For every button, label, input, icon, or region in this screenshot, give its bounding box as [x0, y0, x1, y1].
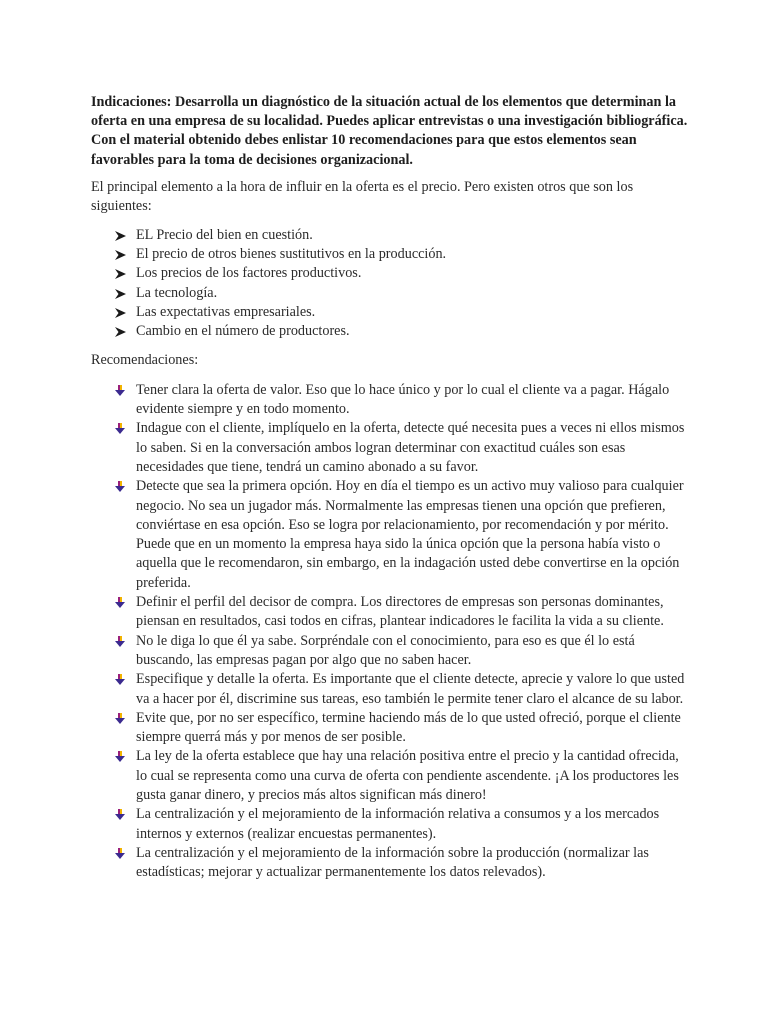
- factors-list: [91, 226, 691, 342]
- list-item: [115, 747, 691, 805]
- list-item: [115, 805, 691, 844]
- factor-text: Las expectativas empresariales.: [136, 303, 316, 320]
- list-item: [115, 226, 691, 245]
- list-item: [115, 284, 691, 303]
- arrow-right-icon: [115, 308, 126, 318]
- list-item: [115, 419, 691, 477]
- document-page: [91, 93, 691, 883]
- list-item: [115, 264, 691, 283]
- recommendation-text: La ley de la oferta establece que hay una relación positiva entre el precio y la cantidad ofrecida, lo cual se representa como una curva de oferta con pendiente ascendente. ¡A los productores les gusta ganar dinero, y precios más altos significan más dinero!: [136, 748, 679, 804]
- list-item: [115, 632, 691, 671]
- list-item: [115, 593, 691, 632]
- down-arrow-icon: [115, 481, 125, 492]
- recommendations-title: Recomendaciones:: [91, 352, 199, 369]
- factor-text: Cambio en el número de productores.: [136, 323, 350, 340]
- factor-text: La tecnología.: [136, 284, 218, 301]
- list-item: [115, 381, 691, 420]
- down-arrow-icon: [115, 713, 125, 724]
- recommendation-text: Tener clara la oferta de valor. Eso que lo hace único y por lo cual el cliente va a pagar. Hágalo evidente siempre y en todo momento.: [136, 381, 670, 418]
- recommendation-text: Especifique y detalle la oferta. Es importante que el cliente detecte, aprecie y valore lo que usted va a hacer por él, discrimine sus tareas, eso también le permite tener claro el alcance de su labor.: [136, 671, 685, 707]
- recommendation-text: La centralización y el mejoramiento de la información sobre la producción (normalizar las estadísticas; mejorar y actualizar permanentemente los datos relevados).: [136, 844, 649, 881]
- factor-text: El precio de otros bienes sustitutivos en la producción.: [136, 245, 447, 262]
- list-item: [115, 477, 691, 593]
- down-arrow-icon: [115, 674, 125, 685]
- list-item: [115, 245, 691, 264]
- down-arrow-icon: [115, 848, 125, 859]
- arrow-right-icon: [115, 327, 126, 337]
- list-item: [115, 709, 691, 748]
- recommendation-text: Indague con el cliente, implíquelo en la oferta, detecte qué necesita pues a veces ni ellos mismos lo saben. Si en la conversación ambos logran determinar con exactitud cuáles son esas necesidades que tiene, tendrá un camino abonado a su favor.: [136, 420, 685, 475]
- down-arrow-icon: [115, 636, 125, 647]
- recommendation-text: Detecte que sea la primera opción. Hoy en día el tiempo es un activo muy valioso para cualquier negocio. No sea un jugador más. Normalmente las empresas tienen una opción que prefieren, conviértase en esa opción. Eso se logra por relacionamiento, por recomendación y por mérito. Puede que en un momento la empresa haya sido la única opción que la persona había visto o aquella que le recomendaron, sin embargo, en la indagación usted debe convertirse en la opción preferida.: [136, 478, 684, 591]
- recommendation-text: La centralización y el mejoramiento de la información relativa a consumos y a los mercados internos y externos (realizar encuestas permanentes).: [136, 806, 660, 842]
- down-arrow-icon: [115, 385, 125, 396]
- down-arrow-icon: [115, 597, 125, 608]
- arrow-right-icon: [115, 231, 126, 241]
- list-item: [115, 844, 691, 883]
- factor-text: Los precios de los factores productivos.: [136, 265, 362, 282]
- recommendations-list: [91, 381, 691, 883]
- intro-paragraph: El principal elemento a la hora de influir en la oferta es el precio. Pero existen otros que son los siguientes:: [91, 178, 634, 215]
- factor-text: EL Precio del bien en cuestión.: [136, 226, 313, 243]
- down-arrow-icon: [115, 423, 125, 434]
- down-arrow-icon: [115, 809, 125, 820]
- arrow-right-icon: [115, 269, 126, 279]
- list-item: [115, 322, 691, 341]
- recommendation-text: No le diga lo que él ya sabe. Sorpréndale con el conocimiento, para eso es que él lo está buscando, las empresas pagan por algo que no saben hacer.: [136, 632, 635, 668]
- arrow-right-icon: [115, 289, 126, 299]
- list-item: [115, 670, 691, 709]
- recommendation-text: Evite que, por no ser específico, termine haciendo más de lo que usted ofreció, porque el cliente siempre querrá más y por menos de ser posible.: [136, 709, 681, 746]
- list-item: [115, 303, 691, 322]
- instructions-paragraph: Indicaciones: Desarrolla un diagnóstico de la situación actual de los elementos que determinan la oferta en una empresa de su localidad. Puedes aplicar entrevistas o una investigación bibliográfica. Con el material obtenido debes enlistar 10 recomendaciones para que estos elementos sean favorables para la toma de decisiones organizacional.: [91, 94, 688, 168]
- arrow-right-icon: [115, 250, 126, 260]
- down-arrow-icon: [115, 751, 125, 762]
- recommendation-text: Definir el perfil del decisor de compra. Los directores de empresas son personas dominantes, piensan en resultados, casi todos en cifras, plantear indicadores le facilita la vida a su cliente.: [136, 594, 664, 630]
